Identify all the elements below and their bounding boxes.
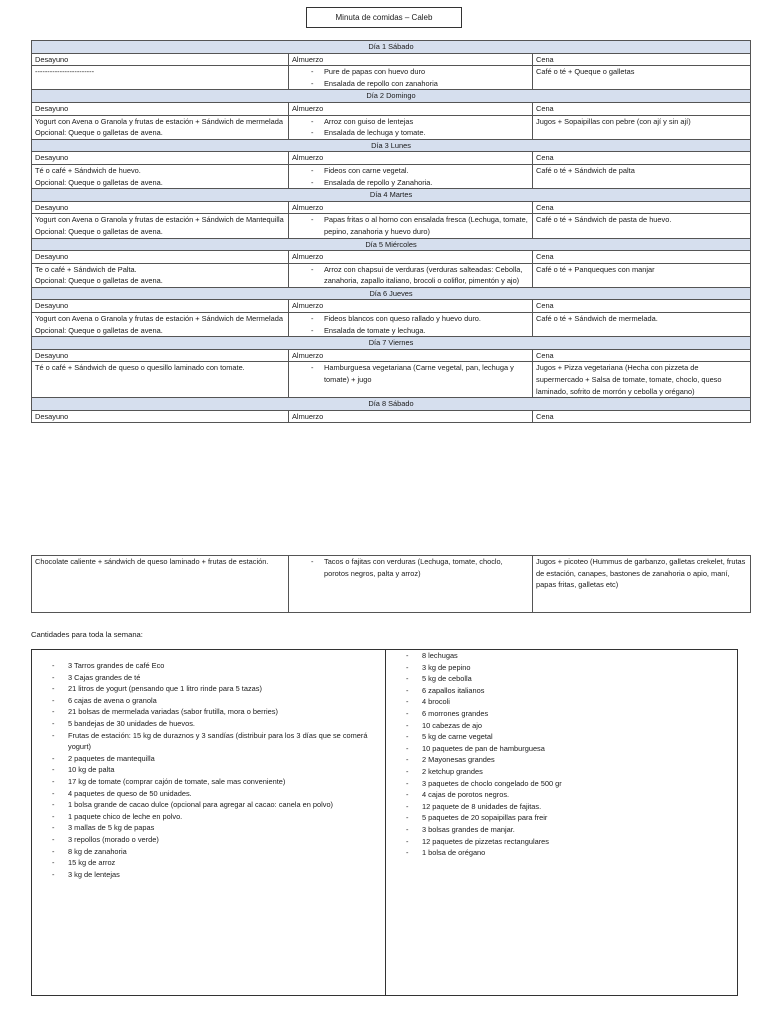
lunch-cell	[289, 66, 533, 90]
quantity-item: - 10 kg de palta	[32, 764, 385, 776]
quantities-heading: Cantidades para toda la semana:	[31, 630, 143, 639]
meal-column-header: Cena	[533, 251, 751, 264]
meal-column-header: Desayuno	[32, 349, 289, 362]
lunch-item: - Hamburguesa vegetariana (Carne vegetal, pan, lechuga y tomate) + jugo	[292, 362, 529, 385]
meal-row	[32, 115, 751, 139]
meal-row	[32, 313, 751, 337]
meal-column-header: Almuerzo	[289, 300, 533, 313]
quantity-item: - 1 bolsa de orégano	[386, 847, 737, 859]
meal-column-header: Almuerzo	[289, 251, 533, 264]
day-label: Día 1 Sábado	[32, 41, 751, 54]
meal-column-header: Almuerzo	[289, 102, 533, 115]
dinner-cell	[533, 115, 751, 139]
breakfast-line: Opcional: Queque o galletas de avena.	[35, 325, 163, 335]
lunch-item: - Ensalada de lechuga y tomate.	[292, 127, 529, 139]
quantity-item: - 12 paquete de 8 unidades de fajitas.	[386, 801, 737, 813]
breakfast-cell	[32, 214, 289, 238]
lunch-item: - Arroz con chapsui de verduras (verduras salteadas: Cebolla, zanahoria, zapallo italiano, brocoli o coliflor, pimentón y ajo)	[292, 264, 529, 287]
quantity-item: - 3 Cajas grandes de té	[32, 672, 385, 684]
quantities-column-right	[386, 650, 737, 995]
breakfast-cell	[32, 362, 289, 398]
quantity-item: - 21 bolsas de mermelada variadas (sabor frutilla, mora o berries)	[32, 706, 385, 718]
meal-column-header: Almuerzo	[289, 410, 533, 423]
day-header-row	[32, 398, 751, 411]
day8-dinner-cell: Jugos + picoteo (Hummus de garbanzo, galletas crekelet, frutas de estación, canapes, bastones de zanahoria o apio, maní, papas fritas, galletas etc)	[533, 556, 751, 613]
dinner-cell	[533, 263, 751, 287]
dinner-cell	[533, 164, 751, 188]
quantity-item: - 1 bolsa grande de cacao dulce (opcional para agregar al cacao: canela en polvo)	[32, 799, 385, 811]
quantity-item: - 4 paquetes de queso de 50 unidades.	[32, 788, 385, 800]
meal-column-header: Almuerzo	[289, 53, 533, 66]
day-label: Día 6 Jueves	[32, 287, 751, 300]
lunch-cell	[289, 313, 533, 337]
lunch-item: - Ensalada de tomate y lechuga.	[292, 325, 529, 337]
quantity-item: - 8 kg de zanahoria	[32, 846, 385, 858]
day-label: Día 2 Domingo	[32, 90, 751, 103]
meal-column-header: Cena	[533, 300, 751, 313]
document-title: Minuta de comidas – Caleb	[306, 7, 462, 28]
breakfast-line: Té o café + Sándwich de huevo.	[35, 165, 141, 175]
quantity-item: - 3 kg de pepino	[386, 662, 737, 674]
quantities-column-left	[32, 650, 386, 995]
day-label: Día 8 Sábado	[32, 398, 751, 411]
breakfast-line: Yogurt con Avena o Granola y frutas de estación + Sándwich de Mantequilla	[35, 215, 284, 225]
lunch-cell	[289, 115, 533, 139]
quantity-item: - 3 repollos (morado o verde)	[32, 834, 385, 846]
quantity-item: - 5 kg de carne vegetal	[386, 731, 737, 743]
meal-column-header: Almuerzo	[289, 349, 533, 362]
meal-header-row	[32, 201, 751, 214]
quantity-item: - 3 bolsas grandes de manjar.	[386, 824, 737, 836]
dinner-line: Café o té + Sándwich de palta	[536, 165, 635, 175]
meal-column-header: Cena	[533, 53, 751, 66]
quantity-item: - 6 cajas de avena o granola	[32, 695, 385, 707]
breakfast-line: Opcional: Queque o galletas de avena.	[35, 276, 163, 286]
quantity-item: - 3 mallas de 5 kg de papas	[32, 822, 385, 834]
breakfast-line: Te o café + Sándwich de Palta.	[35, 264, 137, 274]
quantity-item: - 4 brocoli	[386, 696, 737, 708]
lunch-cell	[289, 263, 533, 287]
day8-lunch-cell	[289, 556, 533, 613]
meal-column-header: Cena	[533, 349, 751, 362]
meal-header-row	[32, 349, 751, 362]
day-header-row	[32, 189, 751, 202]
lunch-item: - Ensalada de repollo y Zanahoria.	[292, 177, 529, 189]
quantity-item: - 10 cabezas de ajo	[386, 720, 737, 732]
day-header-row	[32, 139, 751, 152]
breakfast-line: Opcional: Queque o galletas de avena.	[35, 177, 163, 187]
day-header-row	[32, 90, 751, 103]
day8-meals-row	[32, 556, 751, 613]
quantity-item: - 12 paquetes de pizzetas rectangulares	[386, 836, 737, 848]
breakfast-line: ------------------------	[35, 67, 95, 77]
dinner-line: Jugos + Sopaipillas con pebre (con ají y sin ají)	[536, 116, 691, 126]
quantity-item: - 2 Mayonesas grandes	[386, 754, 737, 766]
day8-lunch-item: - Tacos o fajitas con verduras (Lechuga, tomate, choclo, porotos negros, palta y arroz)	[292, 556, 529, 579]
day-header-row	[32, 337, 751, 350]
meal-row	[32, 214, 751, 238]
day8-breakfast-cell: Chocolate caliente + sándwich de queso laminado + frutas de estación.	[32, 556, 289, 613]
quantity-item: - 3 kg de lentejas	[32, 869, 385, 881]
meal-header-row	[32, 410, 751, 423]
quantity-item: - 17 kg de tomate (comprar cajón de tomate, sale mas conveniente)	[32, 776, 385, 788]
meal-column-header: Desayuno	[32, 102, 289, 115]
meal-column-header: Desayuno	[32, 410, 289, 423]
dinner-cell	[533, 313, 751, 337]
quantity-item: - 5 bandejas de 30 unidades de huevos.	[32, 718, 385, 730]
quantity-item: - 8 lechugas	[386, 650, 737, 662]
breakfast-line: Opcional: Queque o galletas de avena.	[35, 128, 163, 138]
meal-column-header: Almuerzo	[289, 152, 533, 165]
quantity-item: - 2 ketchup grandes	[386, 766, 737, 778]
day-header-row	[32, 287, 751, 300]
lunch-item: - Arroz con guiso de lentejas	[292, 116, 529, 128]
breakfast-line: Yogurt con Avena o Granola y frutas de estación + Sándwich de mermelada	[35, 116, 283, 126]
meal-column-header: Cena	[533, 201, 751, 214]
meal-header-row	[32, 300, 751, 313]
dinner-cell	[533, 66, 751, 90]
meal-header-row	[32, 152, 751, 165]
breakfast-cell	[32, 263, 289, 287]
quantities-box	[31, 649, 738, 996]
dinner-line: Café o té + Sándwich de pasta de huevo.	[536, 215, 672, 225]
dinner-cell	[533, 362, 751, 398]
breakfast-line: Yogurt con Avena o Granola y frutas de estación + Sándwich de Mermelada	[35, 314, 283, 324]
quantity-item: - 6 zapallos italianos	[386, 685, 737, 697]
breakfast-line: Opcional: Queque o galletas de avena.	[35, 226, 163, 236]
meal-column-header: Desayuno	[32, 300, 289, 313]
meal-row	[32, 66, 751, 90]
dinner-line: Café o té + Panqueques con manjar	[536, 264, 655, 274]
day-label: Día 7 Viernes	[32, 337, 751, 350]
quantity-item: - 15 kg de arroz	[32, 857, 385, 869]
meal-column-header: Desayuno	[32, 201, 289, 214]
quantity-item: - 21 litros de yogurt (pensando que 1 litro rinde para 5 tazas)	[32, 683, 385, 695]
dinner-line: Café o té + Sándwich de mermelada.	[536, 314, 658, 324]
meal-column-header: Desayuno	[32, 251, 289, 264]
lunch-cell	[289, 214, 533, 238]
breakfast-cell	[32, 313, 289, 337]
breakfast-cell	[32, 66, 289, 90]
meal-row	[32, 164, 751, 188]
meal-header-row	[32, 53, 751, 66]
quantity-item: - 10 paquetes de pan de hamburguesa	[386, 743, 737, 755]
quantity-item: - 5 paquetes de 20 sopaipillas para freir	[386, 812, 737, 824]
quantity-item: - Frutas de estación: 15 kg de duraznos y 3 sandías (distribuir para los 3 días que se comerá yogurt)	[32, 730, 385, 753]
breakfast-line: Té o café + Sándwich de queso o quesillo laminado con tomate.	[35, 363, 245, 373]
lunch-item: - Fideos con carne vegetal.	[292, 165, 529, 177]
quantity-item: - 3 Tarros grandes de café Eco	[32, 660, 385, 672]
meal-header-row	[32, 251, 751, 264]
quantity-item: - 1 paquete chico de leche en polvo.	[32, 811, 385, 823]
day-label: Día 4 Martes	[32, 189, 751, 202]
lunch-item: - Pure de papas con huevo duro	[292, 66, 529, 78]
dinner-line: Café o té + Queque o galletas	[536, 67, 635, 77]
meal-header-row	[32, 102, 751, 115]
breakfast-cell	[32, 164, 289, 188]
meal-column-header: Desayuno	[32, 53, 289, 66]
meal-column-header: Desayuno	[32, 152, 289, 165]
day-label: Día 5 Miércoles	[32, 238, 751, 251]
quantity-item: - 5 kg de cebolla	[386, 673, 737, 685]
meal-column-header: Almuerzo	[289, 201, 533, 214]
meal-column-header: Cena	[533, 102, 751, 115]
lunch-cell	[289, 164, 533, 188]
dinner-line: Jugos + Pizza vegetariana (Hecha con pizzeta de supermercado + Salsa de tomate, tomate, choclo, queso laminado, sofrito de morrón y cebolla y orégano)	[536, 363, 722, 396]
breakfast-cell	[32, 115, 289, 139]
meal-column-header: Cena	[533, 410, 751, 423]
meal-column-header: Cena	[533, 152, 751, 165]
day-header-row	[32, 238, 751, 251]
day-header-row	[32, 41, 751, 54]
day-label: Día 3 Lunes	[32, 139, 751, 152]
lunch-item: - Papas fritas o al horno con ensalada fresca (Lechuga, tomate, pepino, zanahoria y huevo duro)	[292, 214, 529, 237]
lunch-item: - Ensalada de repollo con zanahoria	[292, 78, 529, 90]
quantity-item: - 6 morrones grandes	[386, 708, 737, 720]
lunch-cell	[289, 362, 533, 398]
menu-table-day8-continued	[31, 555, 751, 613]
meal-row	[32, 362, 751, 398]
quantity-item: - 4 cajas de porotos negros.	[386, 789, 737, 801]
lunch-item: - Fideos blancos con queso rallado y huevo duro.	[292, 313, 529, 325]
meal-row	[32, 263, 751, 287]
quantity-item: - 2 paquetes de mantequilla	[32, 753, 385, 765]
menu-table	[31, 40, 751, 423]
quantity-item: - 3 paquetes de choclo congelado de 500 gr	[386, 778, 737, 790]
dinner-cell	[533, 214, 751, 238]
